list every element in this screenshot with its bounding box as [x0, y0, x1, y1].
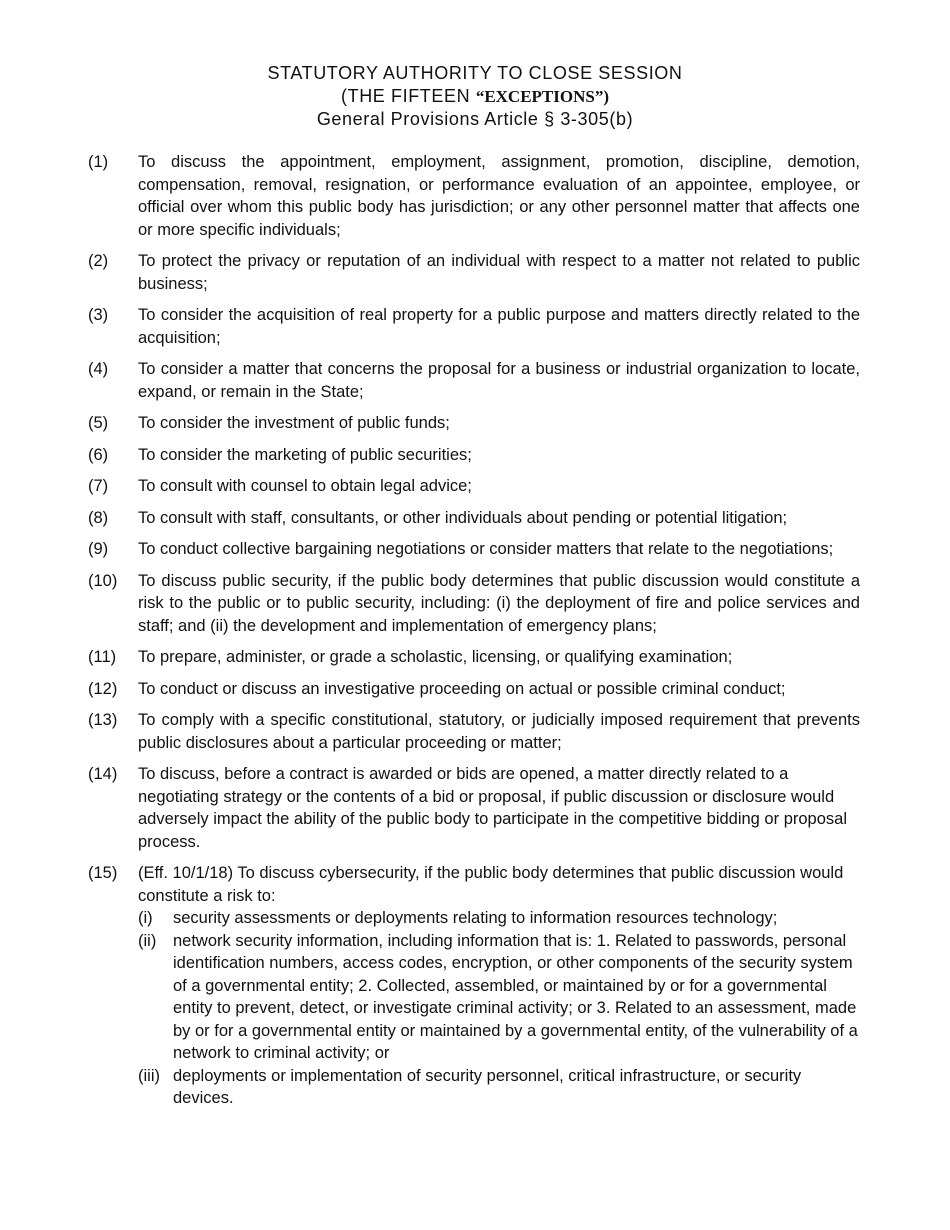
- item-number: (8): [88, 508, 109, 527]
- item-text: To consult with staff, consultants, or other individuals about pending or potential litigation;: [138, 508, 788, 527]
- item-number: (11): [88, 648, 117, 666]
- title-line-2: [0, 85, 950, 108]
- item-text: (Eff. 10/1/18) To discuss cybersecurity, if the public body determines that public discussion would constitute a risk to:: [138, 864, 844, 905]
- sub-item: [138, 930, 860, 1065]
- item-number: (14): [88, 765, 118, 783]
- item-text: To prepare, administer, or grade a scholastic, licensing, or qualifying examination;: [138, 648, 733, 666]
- item-text: To consult with counsel to obtain legal advice;: [138, 477, 472, 495]
- item-text: To discuss the appointment, employment, assignment, promotion, discipline, demotion, compensation, removal, resignation, or performance evaluation of an appointee, employee, or official over whom this public body has jurisdiction; or any other personnel matter that affects one or more specific individuals;: [138, 153, 860, 239]
- item-text: To consider the investment of public funds;: [138, 414, 450, 432]
- item-number: (2): [88, 252, 109, 270]
- title-line-2-emphasis: “EXCEPTIONS”): [475, 87, 609, 106]
- item-number: (6): [88, 445, 109, 464]
- list-item: [88, 358, 860, 403]
- item-number: (10): [88, 571, 118, 590]
- item-text: To comply with a specific constitutional, statutory, or judicially imposed requirement that prevents public disclosures about a particular proceeding or matter;: [138, 711, 860, 752]
- item-text: To consider the acquisition of real property for a public purpose and matters directly related to the acquisition;: [138, 306, 860, 347]
- item-text: To discuss public security, if the public body determines that public discussion would constitute a risk to the public or to public security, including: (i) the deployment of fire and police services and staff; and (ii) the development and implementation of emergency plans;: [138, 571, 860, 635]
- sub-item-text: security assessments or deployments relating to information resources technology;: [173, 909, 778, 927]
- list-item: [88, 250, 860, 295]
- document-header: [0, 62, 950, 131]
- item-text: To consider a matter that concerns the proposal for a business or industrial organization to locate, expand, or remain in the State;: [138, 360, 860, 401]
- item-number: (7): [88, 477, 109, 495]
- item-number: (13): [88, 711, 118, 729]
- item-text: To conduct or discuss an investigative proceeding on actual or possible criminal conduct;: [138, 679, 786, 698]
- sub-item-number: (iii): [138, 1066, 160, 1085]
- sub-item-text: network security information, including information that is: 1. Related to passwords, personal identification numbers, access codes, encryption, or other components of the security system of a governmental entity; 2. Collected, assembled, or maintained by or for a governmental entity to prevent, detect, or investigate criminal activity; or 3. Related to an assessment, made by or for a governmental entity or maintained by a governmental entity, of the vulnerability of a network to criminal activity; or: [173, 931, 858, 1062]
- item-number: (9): [88, 540, 109, 558]
- list-item: [88, 151, 860, 241]
- list-item: [88, 570, 860, 638]
- item-number: (1): [88, 153, 109, 171]
- item-number: (4): [88, 360, 109, 378]
- list-item: [88, 646, 860, 669]
- list-item: [88, 538, 860, 561]
- item-text: To conduct collective bargaining negotiations or consider matters that relate to the negotiations;: [138, 540, 834, 558]
- title-line-1: STATUTORY AUTHORITY TO CLOSE SESSION: [267, 63, 683, 83]
- item-number: (3): [88, 306, 109, 324]
- item-number: (5): [88, 414, 109, 432]
- exceptions-list: [88, 151, 860, 1119]
- list-item: [88, 678, 860, 701]
- list-item: [88, 507, 860, 530]
- title-line-2-prefix: (THE FIFTEEN: [341, 86, 471, 106]
- list-item: [88, 412, 860, 435]
- list-item: [88, 444, 860, 467]
- item-text: To discuss, before a contract is awarded or bids are opened, a matter directly related to a negotiating strategy or the contents of a bid or proposal, if public discussion or disclosure would adversely impact the ability of the public body to participate in the competitive bidding or proposal process.: [138, 765, 847, 851]
- item-number: (15): [88, 864, 118, 882]
- list-item: [88, 709, 860, 754]
- list-item-cybersecurity: [88, 862, 860, 1110]
- list-item: [88, 475, 860, 498]
- item-number: (12): [88, 679, 118, 698]
- sub-item: [138, 1065, 860, 1110]
- sub-item: [138, 907, 860, 930]
- item-text: To consider the marketing of public securities;: [138, 445, 472, 464]
- list-item: [88, 304, 860, 349]
- sub-item-number: (i): [138, 909, 153, 927]
- list-item: [88, 763, 860, 853]
- sub-item-text: deployments or implementation of security personnel, critical infrastructure, or security devices.: [173, 1066, 802, 1107]
- item-body: [138, 862, 860, 1110]
- title-line-3: General Provisions Article § 3-305(b): [316, 109, 634, 129]
- item-text: To protect the privacy or reputation of an individual with respect to a matter not related to public business;: [138, 252, 860, 293]
- sub-item-number: (ii): [138, 931, 157, 950]
